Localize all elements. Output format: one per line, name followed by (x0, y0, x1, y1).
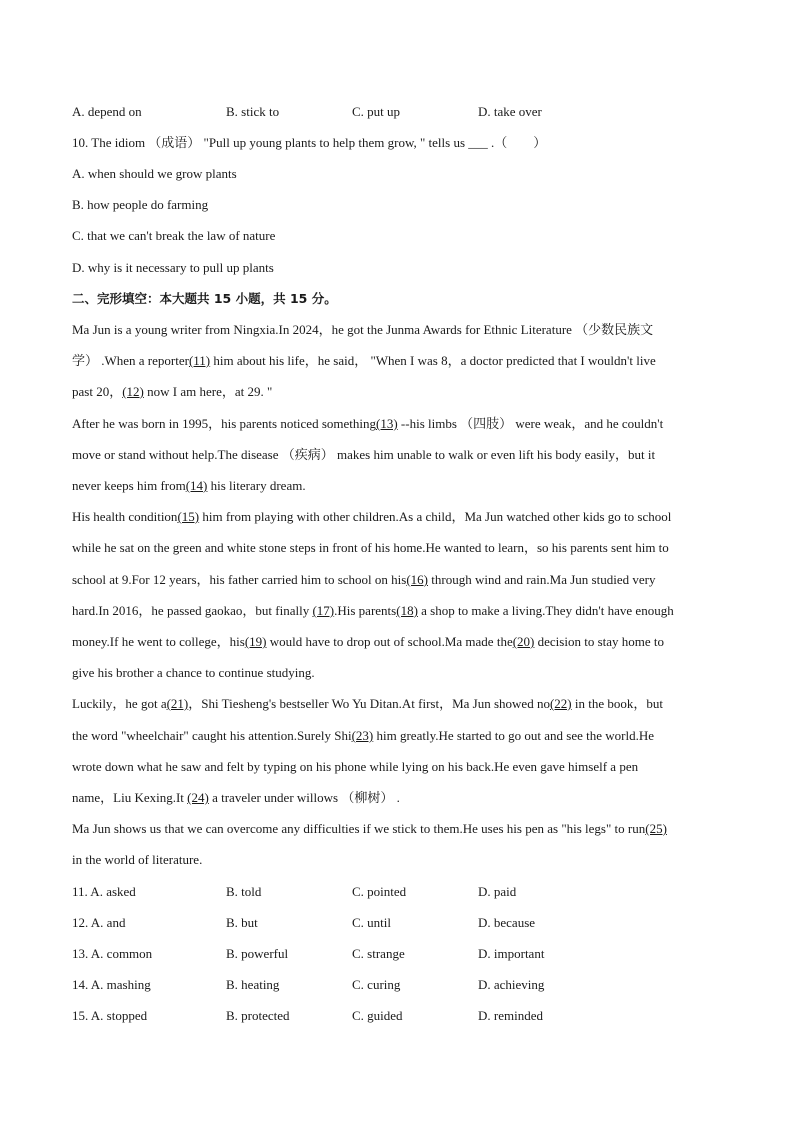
option-a: 12. A. and (72, 915, 126, 930)
passage-line: the word "wheelchair" caught his attention.Surely Shi(23) him greatly.He started to go out and see the world.He (72, 728, 654, 743)
option-d: D. reminded (478, 1008, 543, 1023)
option-a: 14. A. mashing (72, 977, 151, 992)
question-12-options (72, 915, 722, 931)
option-d: D. paid (478, 884, 517, 899)
question-15-options (72, 1008, 722, 1024)
option-b: B. stick to (226, 104, 280, 119)
blank-20: (20) (512, 634, 535, 649)
option-c: C. pointed (352, 884, 407, 899)
passage-line: school at 9.For 12 years，his father carried him to school on his(16) through wind and rain.Ma Jun studied very (72, 572, 656, 587)
option-b: B. heating (226, 977, 280, 992)
option-c: C. strange (352, 946, 405, 961)
q10-option-c: C. that we can't break the law of nature (72, 228, 276, 243)
passage-line: money.If he went to college，his(19) would have to drop out of school.Ma made the(20) decision to stay home to (72, 634, 665, 649)
passage-line: never keeps him from(14) his literary dream. (72, 478, 306, 493)
section-heading: 二、完形填空：本大题共 15 小题，共 15 分。 (72, 291, 337, 306)
option-c: C. put up (352, 104, 401, 119)
passage-line: Ma Jun is a young writer from Ningxia.In 2024，he got the Junma Awards for Ethnic Literature （少数民族文 (72, 322, 654, 337)
blank-23: (23) (351, 728, 374, 743)
q10-stem: 10. The idiom （成语） "Pull up young plants to help them grow, " tells us ___ .（ ） (72, 135, 547, 150)
option-a: 15. A. stopped (72, 1008, 148, 1023)
blank-16: (16) (406, 572, 428, 587)
passage-line: give his brother a chance to continue studying. (72, 665, 315, 680)
blank-15: (15) (177, 509, 200, 524)
option-a: 13. A. common (72, 946, 153, 961)
passage-line: hard.In 2016，he passed gaokao，but finally (17).His parents(18) a shop to make a living.They didn't have enough (72, 603, 674, 618)
question-13-options (72, 946, 722, 962)
blank-14: (14) (185, 478, 208, 493)
option-d: D. take over (478, 104, 542, 119)
passage-line: in the world of literature. (72, 852, 203, 867)
q10-option-a: A. when should we grow plants (72, 166, 237, 181)
option-d: D. important (478, 946, 545, 961)
question-14-options (72, 977, 722, 993)
blank-19: (19) (244, 634, 267, 649)
option-d: D. achieving (478, 977, 545, 992)
blank-18: (18) (396, 603, 418, 618)
passage-line: His health condition(15) him from playing with other children.As a child，Ma Jun watched other kids go to school (72, 509, 672, 524)
option-a: A. depend on (72, 104, 142, 119)
option-d: D. because (478, 915, 536, 930)
question-11-options (72, 884, 722, 900)
q10-option-b: B. how people do farming (72, 197, 209, 212)
option-c: C. guided (352, 1008, 403, 1023)
option-b: B. told (226, 884, 262, 899)
option-c: C. curing (352, 977, 401, 992)
option-b: B. protected (226, 1008, 290, 1023)
passage-line: 学） .When a reporter(11) him about his life，he said， "When I was 8，a doctor predicted that I wouldn't live (72, 353, 656, 368)
q9-options (72, 104, 722, 120)
blank-11: (11) (188, 353, 211, 368)
option-b: B. powerful (226, 946, 289, 961)
option-b: B. but (226, 915, 258, 930)
blank-13: (13) (376, 416, 398, 431)
blank-25: (25) (645, 821, 667, 836)
option-a: 11. A. asked (72, 884, 136, 899)
blank-21: (21) (166, 696, 189, 711)
blank-17: (17) (312, 603, 335, 618)
blank-12: (12) (122, 384, 144, 399)
passage-line: move or stand without help.The disease （疾病） makes him unable to walk or even lift his body easily，but it (72, 447, 656, 462)
passage-line: wrote down what he saw and felt by typing on his phone while lying on his back.He even gave himself a pen (72, 759, 639, 774)
passage-line: name，Liu Kexing.It (24) a traveler under willows （柳树） . (72, 790, 400, 805)
passage-line: past 20，(12) now I am here，at 29. " (72, 384, 273, 399)
blank-22: (22) (549, 696, 572, 711)
q10-option-d: D. why is it necessary to pull up plants (72, 260, 274, 275)
passage-line: After he was born in 1995，his parents noticed something(13) --his limbs （四肢） were weak，and he couldn't (72, 416, 664, 431)
passage-line: Ma Jun shows us that we can overcome any difficulties if we stick to them.He uses his pen as "his legs" to run(25) (72, 821, 667, 836)
blank-24: (24) (187, 790, 209, 805)
passage-line: while he sat on the green and white stone steps in front of his home.He wanted to learn，so his parents sent him to (72, 540, 669, 555)
option-c: C. until (352, 915, 392, 930)
passage-line: Luckily，he got a(21)，Shi Tiesheng's bestseller Wo Yu Ditan.At first，Ma Jun showed no(22) in the book，but (72, 696, 663, 711)
